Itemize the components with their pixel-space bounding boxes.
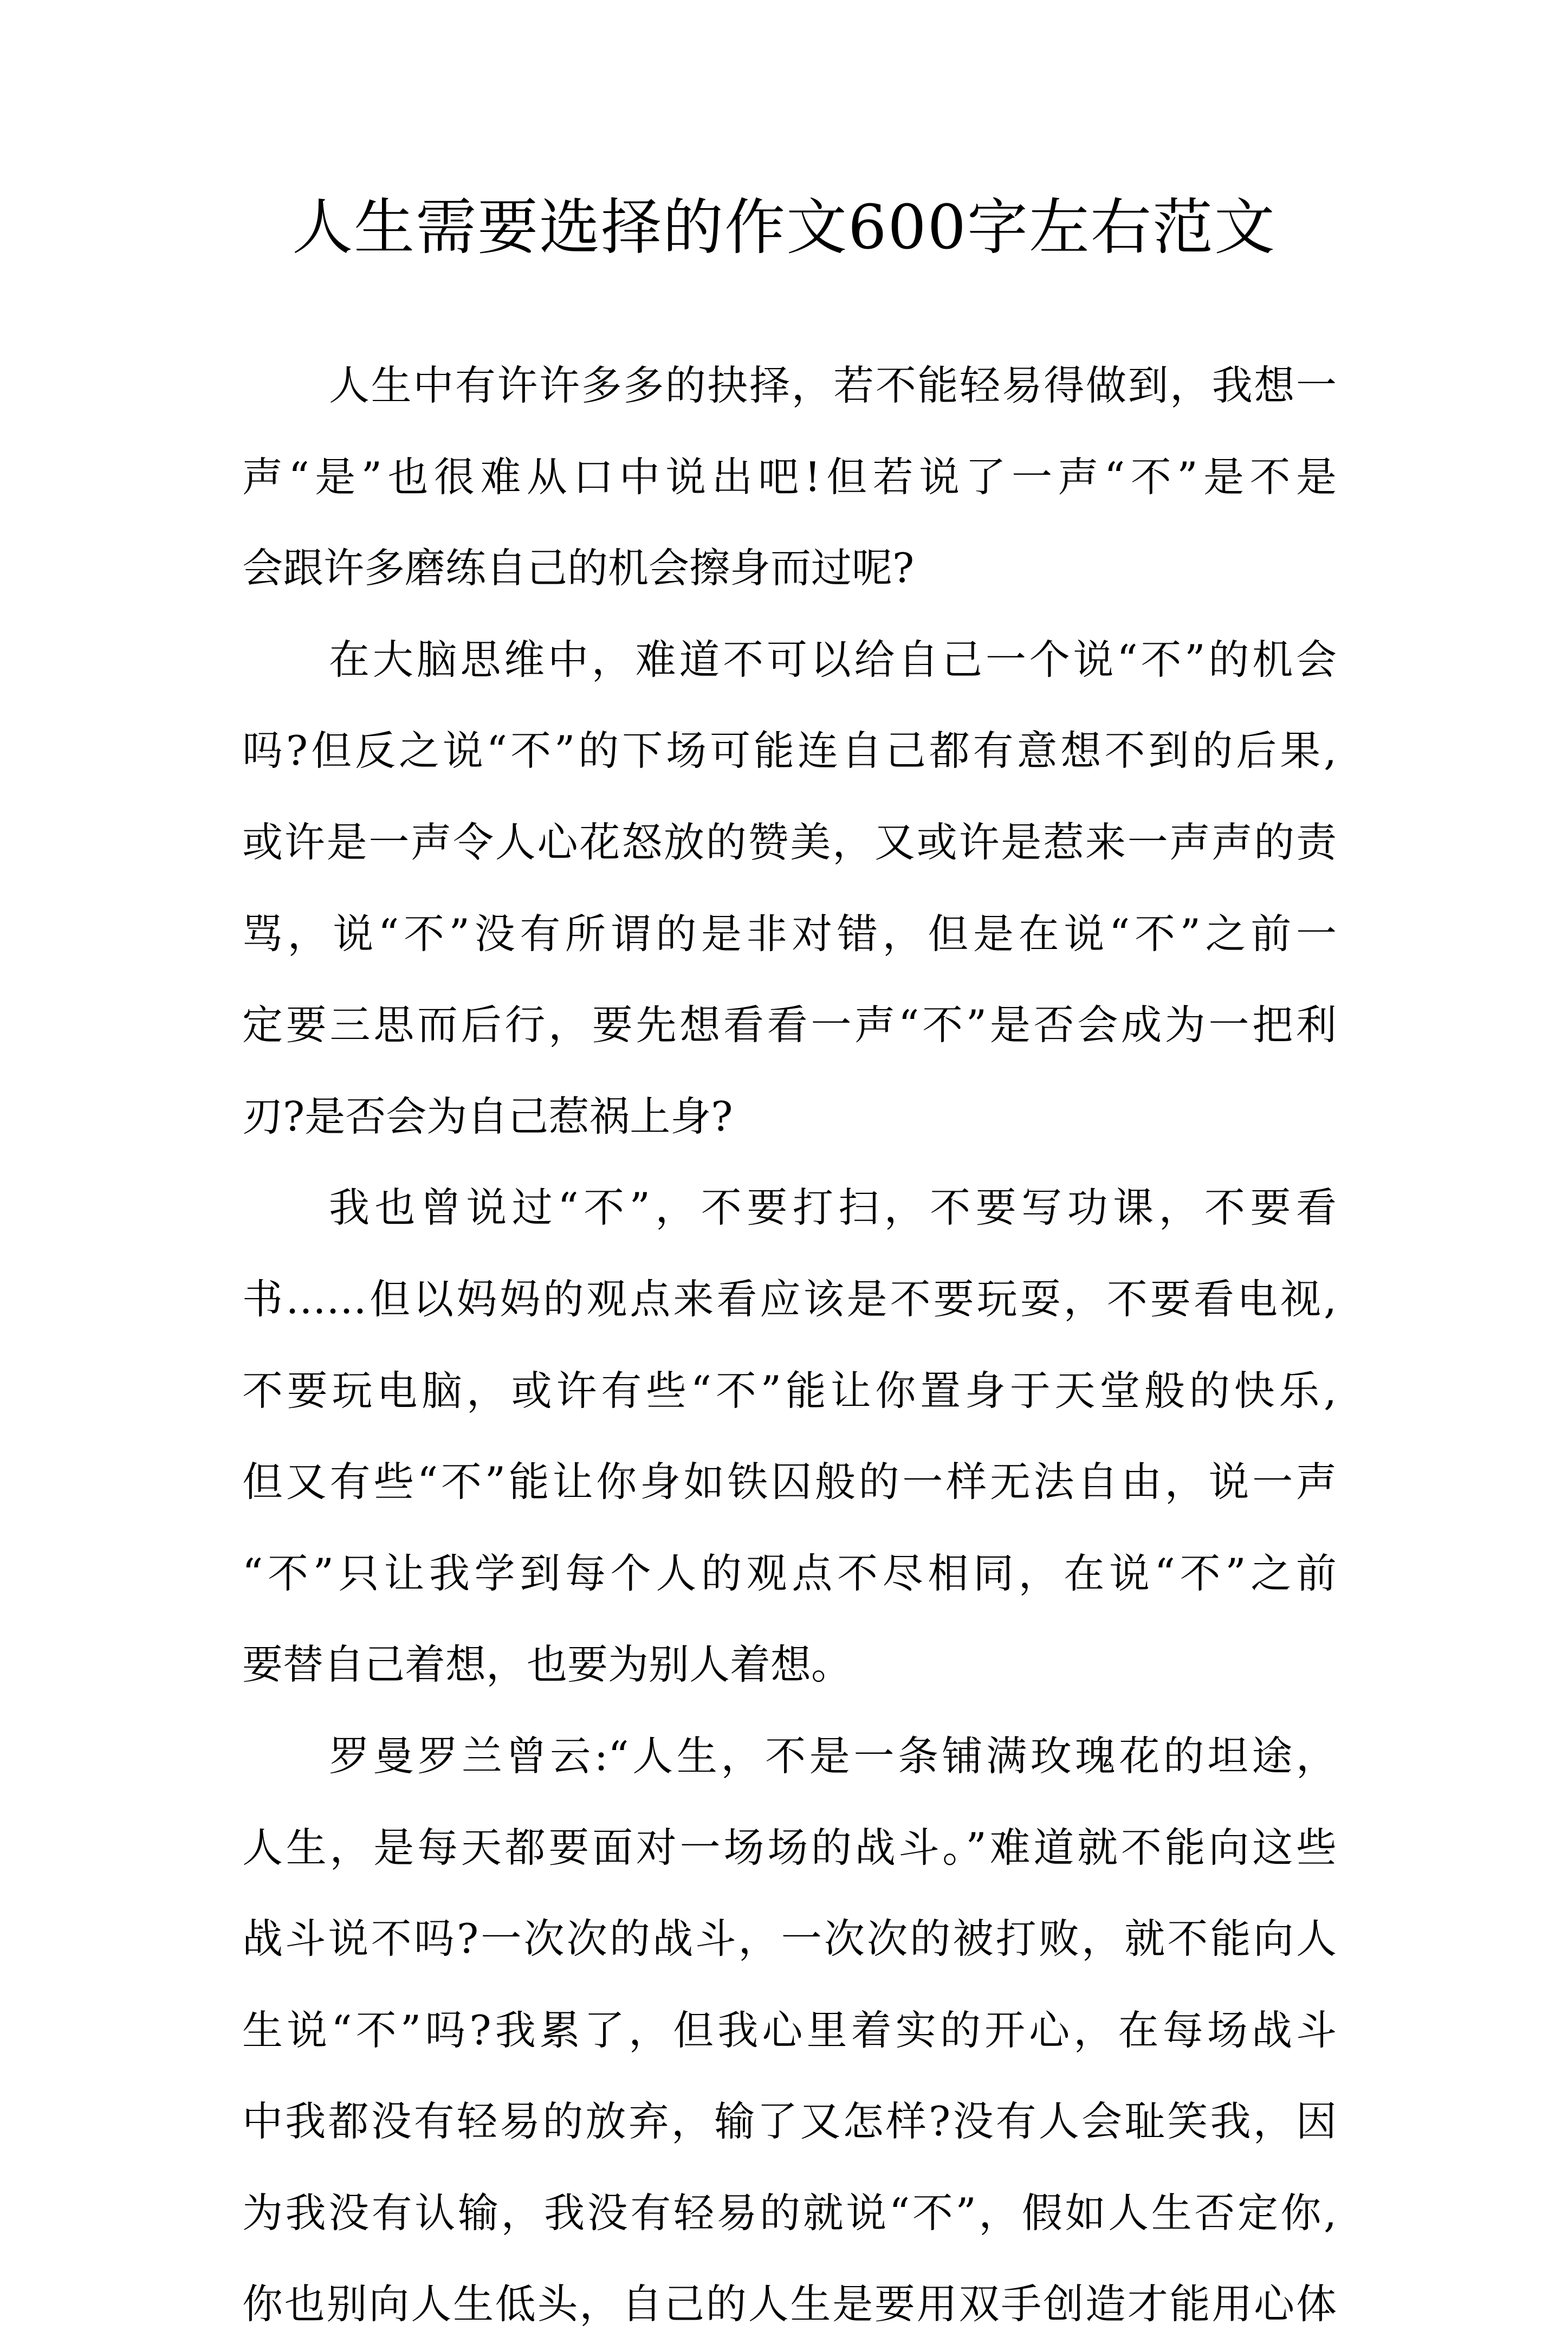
document-title: 人生需要选择的作文600字左右范文: [292, 192, 1276, 263]
paragraph-2: [242, 614, 1337, 1163]
paragraph-line: 但又有些“不”能让你身如铁囚般的一样无法自由，说一声: [242, 1458, 1337, 1506]
paragraph-1: [242, 340, 1337, 614]
paragraph-line: 生说“不”吗?我累了，但我心里着实的开心，在每场战斗: [242, 2006, 1337, 2054]
paragraph-line: 我也曾说过“不”，不要打扫，不要写功课，不要看: [329, 1184, 1337, 1232]
paragraph-line: 要替自己着想，也要为别人着想。: [242, 1641, 852, 1689]
paragraph-line: 刃?是否会为自己惹祸上身?: [242, 1092, 733, 1140]
paragraph-line: 人生，是每天都要面对一场场的战斗。”难道就不能向这些: [242, 1823, 1337, 1871]
paragraph-line: 声“是”也很难从口中说出吧!但若说了一声“不”是不是: [242, 453, 1337, 501]
paragraph-4: [242, 1710, 1337, 2350]
paragraph-line: 吗?但反之说“不”的下场可能连自己都有意想不到的后果,: [242, 727, 1337, 775]
document-body: [242, 340, 1337, 2350]
paragraph-line: 书……但以妈妈的观点来看应该是不要玩耍，不要看电视,: [242, 1275, 1337, 1323]
paragraph-3: [242, 1162, 1337, 1710]
paragraph-line: 或许是一声令人心花怒放的赞美，又或许是惹来一声声的责: [242, 818, 1337, 866]
paragraph-line: 人生中有许许多多的抉择，若不能轻易得做到，我想一: [329, 361, 1337, 409]
paragraph-line: 战斗说不吗?一次次的战斗，一次次的被打败，就不能向人: [242, 1915, 1337, 1963]
paragraph-line: 中我都没有轻易的放弃，输了又怎样?没有人会耻笑我，因: [242, 2097, 1337, 2146]
paragraph-line: 会跟许多磨练自己的机会擦身而过呢?: [242, 544, 915, 592]
paragraph-line: 定要三思而后行，要先想看看一声“不”是否会成为一把利: [242, 1001, 1337, 1049]
paragraph-line: “不”只让我学到每个人的观点不尽相同，在说“不”之前: [242, 1549, 1337, 1597]
paragraph-line: 你也别向人生低头，自己的人生是要用双手创造才能用心体: [242, 2280, 1337, 2328]
paragraph-line: 不要玩电脑，或许有些“不”能让你置身于天堂般的快乐,: [242, 1366, 1337, 1415]
paragraph-line: 在大脑思维中，难道不可以给自己一个说“不”的机会: [329, 635, 1337, 683]
paragraph-line: 为我没有认输，我没有轻易的就说“不”，假如人生否定你,: [242, 2188, 1337, 2237]
paragraph-line: 罗曼罗兰曾云:“人生，不是一条铺满玫瑰花的坦途，: [329, 1732, 1337, 1780]
paragraph-line: 骂，说“不”没有所谓的是非对错，但是在说“不”之前一: [242, 909, 1337, 958]
